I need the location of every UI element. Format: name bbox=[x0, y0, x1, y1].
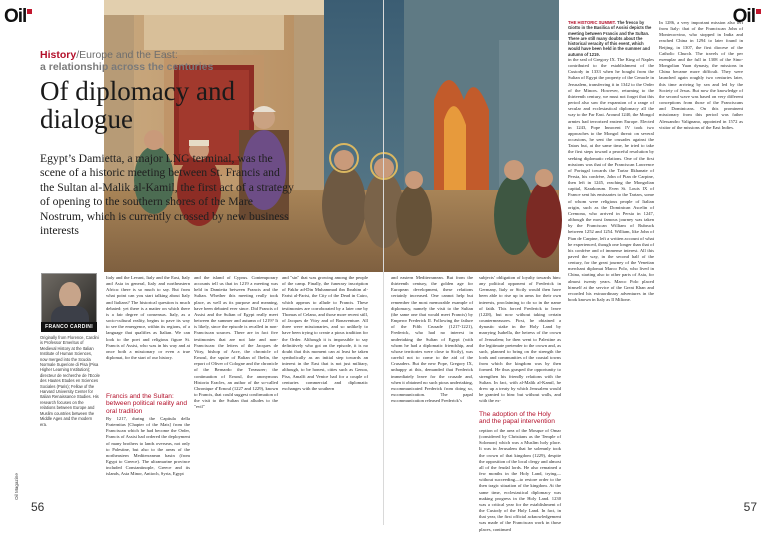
magazine-logo-right: Oil bbox=[733, 6, 761, 28]
page-gutter bbox=[383, 0, 384, 525]
kicker-topic: /Europe and the East: bbox=[76, 49, 178, 61]
body-paragraph: subjects’ obligation of loyalty towards him: any political opponent of Frederick in Germany, Italy or Sicily would then have been able to rise up in arms for their own interests, proclaiming to do so in the name of faith. This forced Frederick to leave (1228), but now without taking certain countermeasures. First, he obtained a dynastic stake in the Holy Land by marrying Isabella, the heiress of the crown of Jerusalem; he then went to Palestine as the legitimate pretender to the crown and, as such, planned to bring on the strength the lords and communities of the coastal towns from which the kingdom was by then formed. He thus grasped the opportunity to strengthen his friendly relations with the Sultan. In fact, with al-Malik al-Kamil, he drew up a treaty by which Jerusalem would be granted to him: but without walls, and with the ex- bbox=[479, 275, 561, 404]
body-paragraph: and the island of Cyprus. Contemporary accounts tell us that in 1219 a meeting was held in Damietta between Francis and the Sultan. Whether this meeting really took place, as well as its purpose and meaning, have been debated ever since. Did Francis of Assisi and the Sultan of Egypt really meet between the summer and autumn of 1219? It is likely, since the episode is recalled in non-Franciscan sources. There are in fact five testimonies that are not late and non-Franciscan: the letters of the Jacques de Vitry, bishop of Acre, the chronicle of Ernoul, the squire of Balian of Ibelin, the report of Oliver of Cologne and the chronicle of the Bernardo the Treasurer; the continuation of Ernoul, the anonymous Historia Eracles, an author of the so-called Chronique d’Ernoul (1227 and 1229), known to Francis, that could suggest confirmation of the visit to the Sultan that alludes to the "evil" bbox=[194, 275, 278, 410]
body-column-5b bbox=[479, 428, 561, 532]
kicker-section: History bbox=[40, 49, 77, 61]
kicker-subtitle: a relationship across the centuries bbox=[40, 61, 214, 73]
body-paragraph: and eastern Mediterranean. But from the thirteenth century, the golden age for European development, these relations certainly increased. One cannot help but remember the most memorable example of diplomacy, namely the visit to the Sultan (the same one that would meet Francis) by Emperor Frederick II. Following the failure of the Fifth Crusade (1217-1221), Frederick, who had no interest in undertaking the Sultan of Egypt (with whom he had a diplomatic friendship, and whose territories were close to Sicily), was careful not to come to the aid of the Crusaders. But the new Pope, Gregory IX, unhappy at this, demanded that Frederick immediately leave for the crusade and, when it obtained no such pious undertaking, excommunicated Frederick from doing so, excommunication. The papal excommunication released Frederick’s bbox=[391, 275, 473, 404]
page-number-left: 56 bbox=[31, 500, 45, 514]
magazine-logo-left: Oil bbox=[4, 6, 32, 28]
article-title: Of diplomacy and dialogue bbox=[40, 76, 235, 134]
body-column-4 bbox=[391, 275, 473, 404]
body-column-6 bbox=[568, 57, 654, 497]
body-column-1 bbox=[106, 275, 190, 361]
caption-text: The fresco by Giotto in the Basilica of Assisi depicts the meeting between Francis and the Sultan. There are still many doubts about the historical veracity of this event, which would have been held in the summer and autumn of 1219. bbox=[568, 20, 652, 57]
body-paragraph: in the seal of Gregory IX. The King of Naples contributed to the establishment of the Custody in 1333 when he bought from the Sultan of Egypt the property of the Cenacle in Jerusalem, transferring it in 1342 to the Order of the Minors. However, returning to the thirteenth century, we must not forget that this period also saw the expansion of a range of secular and ecclesiastical diplomacy all the way to the Far East. Around 1240, the Mongol armies had terrorized eastern Europe. Elected in 1243, Pope Innocent IV took two approaches to the Mongol threat: on several occasions, he sent the crusades against the Tatars but, at the same time, he tried to take the first steps toward a peaceful resolution by seeking diplomatic relations. One of the first missions was that of the Franciscan Lawrence of Portugal towards the Tartar Ilkhanate of Persia, his confrère, John of Pian de Carpine, then left in 1245, reaching the Mongolian capital, Karakorum. Even St. Louis IX of France sent his emissaries to the Tartars, some of whom were religious people of Italian origin, such as the Dominican Ascelin of Cremona, who arrived in Persia in 1247, although the most famous journey was taken by the Franciscan William of Rubruck between 1252 and 1254. William, like John of Pian de Carpine, left a written account of what he experienced, though one longer than that of his confrère and of immense interest. All this paved the way, in the second half of the century, for the great journey of the Venetian merchant diplomat Marco Polo, who lived in China, starting also to other parts of Asia, for almost twenty years. Marco Polo placed himself at the service of the Great Khan and recorded his extraordinary adventures in the book known in Italy as Il Milione. bbox=[568, 57, 654, 303]
author-bio: Originally from Florence, Cardini is Professor Emeritus of Medieval History at the Italian Institute of Human Sciences, now merged into the Scuola Normale Superiore di Pisa (Pisa Higher Learning Institution); directeur de recherche de l’Ecole des Hautes Etudes en Sciences Sociales (Paris); Fellow of the Harvard University Center for Italian Renaissance Studies. His research focuses on the relations between Europe and Muslim countries between the Middle Ages and the modern era. bbox=[40, 335, 100, 427]
body-paragraph: By 1217, during the Capitula della Fraternitas [Chapter of the Mats] from the Franciscan which he had become the Order, Francis of Assisi had ordered the deployment of many brothers to lands overseas, not only to Palestine, but also to the areas of the northeastern Mediterranean basin (from Egypt to Greece). The ultramarine province included Constantinople, Greece and its islands, Asia Minor, Antioch, Syria, Egypt bbox=[106, 416, 190, 477]
fresco-caption bbox=[568, 20, 654, 57]
section-subhead: The adoption of the Holy and the papal intervention bbox=[479, 411, 555, 426]
body-column-7 bbox=[659, 20, 743, 510]
page-number-right: 57 bbox=[743, 500, 757, 514]
body-column-1b bbox=[106, 416, 190, 478]
author-face bbox=[59, 282, 81, 308]
article-kicker bbox=[40, 49, 215, 73]
side-label: Oil Magazine bbox=[13, 473, 19, 500]
body-column-2 bbox=[194, 275, 278, 410]
logo-mark bbox=[27, 9, 32, 14]
body-paragraph: In 1286, a very important mission also left from Italy: that of the Franciscan John of Montecorvino, who stopped in India and reached China in 1294 to later found in Beijing, in 1307, the first diocese of the Catholic Church. The travels of the per exemplar and the full in 1308 of the Sino-Mongolian Yuan dynasty, the missions in China became more difficult. They were launched again roughly two centuries later, this time arriving by sea and led by the Society of Jesus. But now the knowledge of the second wave was based on very different conceptions from those of the Franciscans and Dominicans. On this prominent missionary from this period was father Alessandro Valignano, appointed in 1572 as visitor of the missions of the East Indies. bbox=[659, 20, 743, 130]
body-paragraph: Italy and the Levant, Italy and the East, Italy and Asia in general, Italy and northeastern Africa: there is so much to say. But from what point can you start talking about Italy and Italians? The historical question is much debated: yet there is a matter on which there is a fair degree of consensus. Italy, as a socio-cultural reality, begins to pave its way to see the emergence, within its regions, of a language that qualifies as Italian. We can look to the poet and religious figure St. Francis of Assisi, who was in his way and at once both a missionary or even a true diplomat, for the start of our history. bbox=[106, 275, 190, 361]
caption-label: THE HISTORIC SUMMIT. bbox=[568, 20, 616, 25]
author-name: FRANCO CARDINI bbox=[41, 322, 97, 332]
article-lead: Egypt’s Damietta, a major LNG terminal, was the scene of a historic meeting between St. Francis and the Sultan al-Malik al-Kamil, the first act of a strategy of opening to the southern shores of the Mare Nostrum, which is currently crossed by new business interests bbox=[40, 152, 294, 238]
body-column-3 bbox=[282, 275, 368, 392]
body-column-5 bbox=[479, 275, 561, 407]
body-paragraph: ception of the area of the Mosque of Omar (considered by Christians as the Temple of Solomon) which was a Muslim holy place. It was in Jerusalem that he solemnly took the crown of that kingdom (1229), despite the opposition of the local clergy and almost all of the feudal lords. He also remained a few months in the Holy Land, trying—without succeeding—to restore order to the then tragic situation of the kingdom. At the same time, ecclesiastical diplomacy was making progress in the Holy Land. 1230 was a critical year for the establishment of the Custody of the Holy Land. In fact, in that year, the first official acknowledgement was made of the Franciscan work in those places, continued bbox=[479, 428, 561, 532]
section-subhead: Francis and the Sultan: between political reality and oral tradition bbox=[106, 393, 188, 415]
body-paragraph: and "sin" that was growing among the people of the camp. Finally, the funerary inscription of Fakhr ad-Din Muhammad ibn Ibrahim al-Farisi al-Farisi, the City of the Dead in Cairo, which appears to allude to Francis. These testimonies are corroborated by a later one by Thomas of Celano, and those more recent still, of Jacques de Vitry and of Bonaventure. All three were missionaries, and so unlikely to have been trying to create a pious tradition for the Order. Although it is impossible to say definitively who got on the episode, it is no doubt that this moment can at least be taken symbolically as an initial step towards an interest in the East that is not just military, although, to be honest, cities such as Genoa, Pisa, Amalfi and Venice had for a couple of centuries commercial and diplomatic exchanges with the southern bbox=[282, 275, 368, 391]
author-photo bbox=[41, 273, 97, 323]
logo-mark bbox=[756, 9, 761, 14]
